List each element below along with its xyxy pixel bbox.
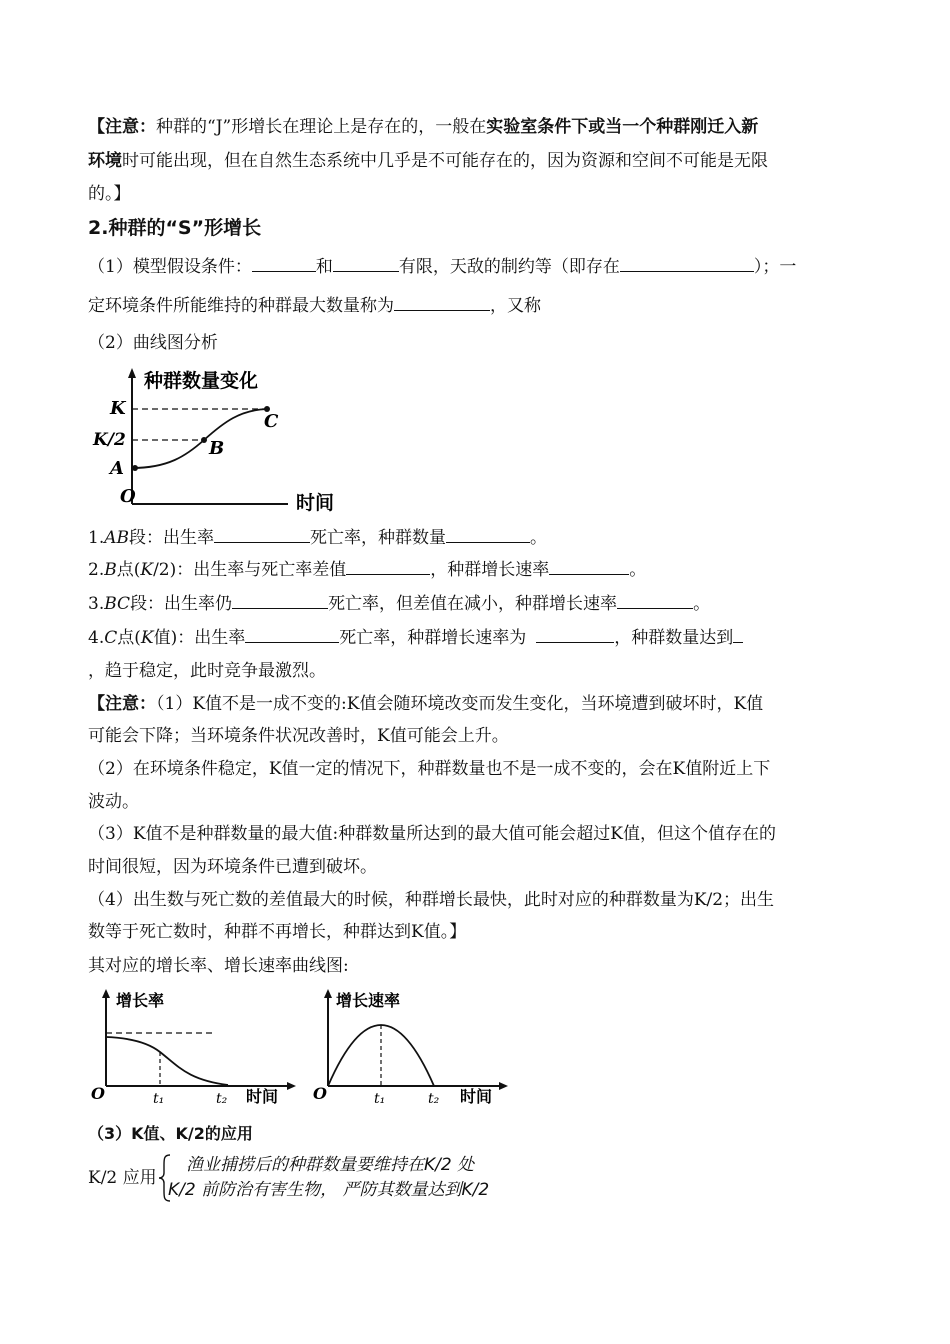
blank-12[interactable] [536,625,614,643]
blank-9[interactable] [232,591,328,609]
model-assumption-line1: （1）模型假设条件： 和 有限，天敌的制约等（即存在 ）；一 [88,254,796,279]
model-assumption-line2: 定环境条件所能维持的种群最大数量称为 ，又称 [88,293,541,318]
y-axis-arrow [102,989,110,998]
k-application-heading: （3）K值、K/2的应用 [88,1124,253,1143]
x-axis-label: 时间 [460,1087,493,1106]
blank-7[interactable] [346,557,430,575]
blank-11[interactable] [245,625,339,643]
x-axis-label: 时间 [296,492,335,514]
t1-label: t₁ [153,1091,165,1107]
origin-label: O [313,1084,327,1103]
note2-line5: （3）K值不是种群数量的最大值:种群数量所达到的最大值可能会超过K值，但这个值存在的 [88,824,776,844]
note1-line3: 的。】 [88,184,131,204]
origin-label: O [91,1084,105,1103]
t2-label: t₂ [216,1091,228,1107]
note-open: 【注意： [88,117,156,137]
growth-rate-graph [88,984,300,1110]
section-title: 2.种群的“S”形增长 [88,217,262,239]
y-axis-arrow [324,989,332,998]
blank-8[interactable] [549,557,629,575]
k-label: K [110,398,126,419]
s-curve [132,409,267,468]
note2-line7: （4）出生数与死亡数的差值最大的时候，种群增长最快，此时对应的种群数量为K/2；出生 [88,890,775,910]
x-axis-label: 时间 [246,1087,279,1106]
t2-label: t₂ [428,1091,440,1107]
note2-line3: （2）在环境条件稳定，K值一定的情况下，种群数量也不是一成不变的，会在K值附近上下 [88,759,771,779]
question-3: 3.BC段：出生率仍 死亡率，但差值在减小，种群增长速率 。 [88,591,710,616]
y-axis-arrow [128,368,136,378]
note1-line2: 环境时可能出现，但在自然生态系统中几乎是不可能存在的，因为资源和空间不可能是无限 [88,151,768,171]
note1-line1: 【注意：种群的“J”形增长在理论上是存在的，一般在实验室条件下或当一个种群刚迁入新 [88,117,759,137]
a-label: A [110,458,124,479]
blank-6[interactable] [446,525,530,543]
k2-app-label: K/2 应用 [88,1168,157,1188]
question-1: 1.AB段：出生率 死亡率，种群数量 。 [88,525,547,550]
s-curve-graph [90,364,360,520]
curves-intro: 其对应的增长率、增长速率曲线图: [88,956,349,976]
blank-1[interactable] [252,254,316,272]
y-axis-label: 种群数量变化 [144,370,259,392]
note2-line8: 数等于死亡数时，种群不再增长，种群达到K值。】 [88,922,467,942]
point-b [201,437,207,443]
k2-app-item-1: 渔业捕捞后的种群数量要维持在K/2 处 [186,1155,475,1175]
k2-label: K/2 [93,430,126,450]
question-4-line2: ，趋于稳定，此时竞争最激烈。 [88,661,326,681]
note2-line4: 波动。 [88,792,139,812]
b-label: B [209,438,225,459]
blank-13[interactable] [733,625,743,643]
blank-3[interactable] [620,254,754,272]
curve-analysis-heading: （2）曲线图分析 [88,333,218,353]
blank-2[interactable] [333,254,399,272]
question-2: 2.B点(K/2)：出生率与死亡率差值 ，种群增长速率 。 [88,557,646,582]
point-a [132,465,138,471]
y-axis-label: 增长率 [116,991,165,1010]
x-axis-arrow [287,1082,296,1090]
blank-5[interactable] [214,525,310,543]
growth-speed-graph [310,984,514,1110]
blank-10[interactable] [617,591,693,609]
y-axis-label: 增长速率 [336,991,401,1010]
origin-label: O [120,486,136,507]
k2-app-item-2: K/2 前防治有害生物， 严防其数量达到K/2 [168,1180,490,1200]
note2-line2: 可能会下降；当环境条件状况改善时，K值可能会上升。 [88,726,509,746]
question-4-line1: 4.C点(K值)：出生率 死亡率，种群增长速率为 ，种群数量达到 [88,625,743,650]
note2-line6: 时间很短，因为环境条件已遭到破坏。 [88,857,377,877]
t1-label: t₁ [374,1091,386,1107]
blank-4[interactable] [394,293,490,311]
c-label: C [264,411,279,432]
growth-rate-curve [106,1037,228,1085]
x-axis-arrow [499,1082,508,1090]
note2-line1: 【注意：（1）K值不是一成不变的:K值会随环境改变而发生变化，当环境遭到破坏时，K值 [88,694,764,714]
